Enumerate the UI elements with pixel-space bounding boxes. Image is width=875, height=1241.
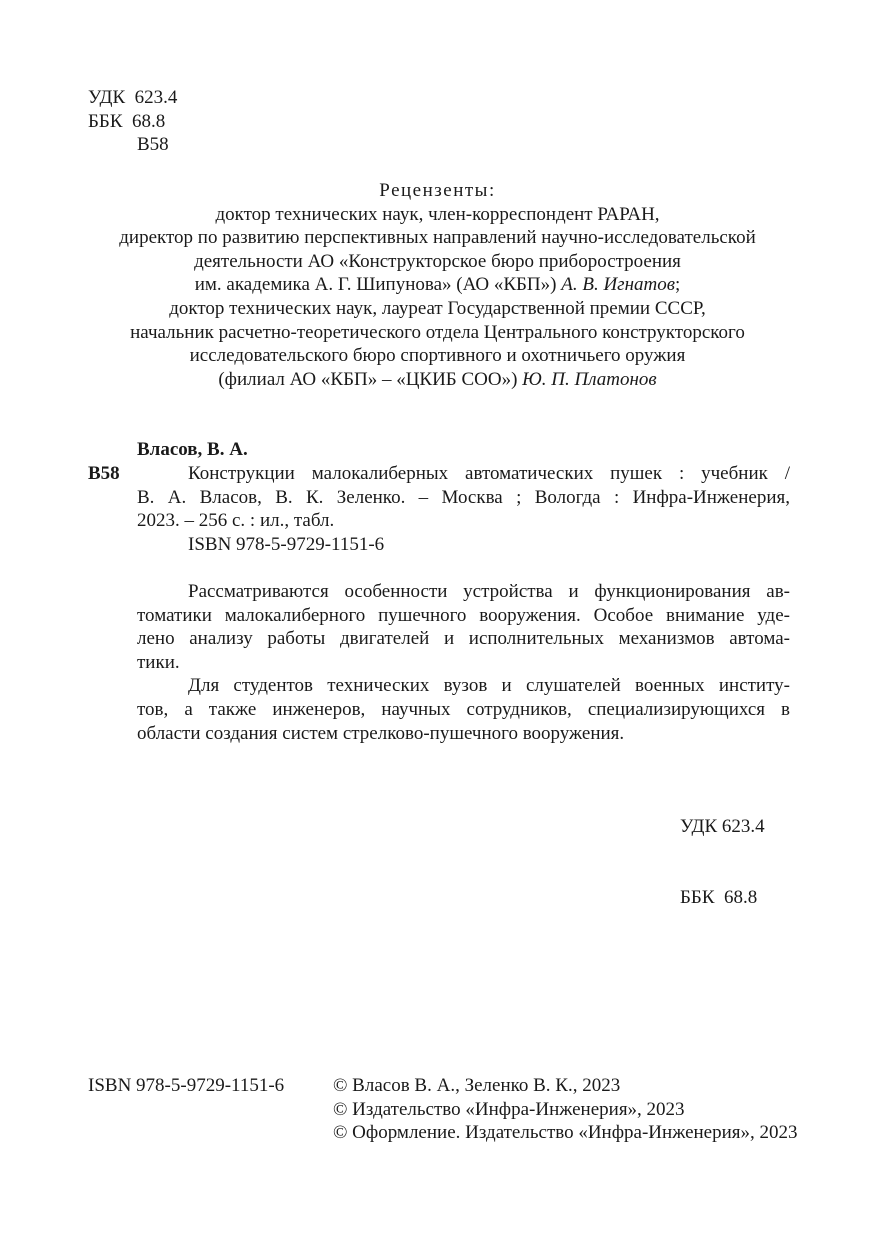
abstract-line: томатики малокалиберного пушечного вооружения. Особое внимание уде- (137, 604, 790, 626)
bibliography-line: В. А. Власов, В. К. Зеленко. – Москва ; Вологда : Инфра-Инженерия, (137, 486, 790, 508)
bbk-label: ББК (88, 110, 123, 132)
copyright-line: © Власов В. А., Зеленко В. К., 2023 (333, 1075, 621, 1096)
bibliography-entry (137, 462, 790, 556)
footer-isbn: ISBN 978-5-9729-1151-6 (88, 1075, 285, 1096)
book-author: Власов, В. А. (137, 439, 248, 460)
reviewer-1-name: А. В. Игнатов (561, 274, 675, 296)
reviewer-line: начальник расчетно-теоретического отдела Центрального конструкторского (130, 321, 745, 343)
udk-bottom: УДК 623.4 (680, 816, 765, 838)
reviewer-line (40, 368, 835, 392)
reviewer-line: доктор технических наук, лауреат Государственной премии СССР, (169, 297, 706, 319)
copyright-line: © Оформление. Издательство «Инфра-Инженерия», 2023 (333, 1122, 798, 1144)
reviewer-separator: ; (674, 274, 681, 296)
reviewer-line: доктор технических наук, член-корреспондент РАРАН, (215, 203, 660, 225)
abstract-line: Рассматриваются особенности устройства и функционирования ав- (188, 581, 790, 602)
reviewer-line: исследовательского бюро спортивного и охотничьего оружия (189, 345, 686, 367)
classification-block (88, 86, 177, 157)
reviewer-line: деятельности АО «Конструкторское бюро приборостроения (194, 250, 681, 272)
author-mark: В58 (137, 134, 169, 156)
copyright-block (333, 1074, 798, 1145)
abstract (137, 580, 790, 745)
udk-value: 623.4 (134, 87, 178, 108)
classification-bottom (680, 768, 765, 933)
bbk-value: 68.8 (132, 110, 166, 132)
abstract-line: тики. (137, 651, 180, 673)
bbk-line (88, 110, 177, 134)
reviewers-heading: Рецензенты: (379, 180, 496, 201)
copyright-line: © Издательство «Инфра-Инженерия», 2023 (333, 1098, 685, 1120)
udk-label: УДК (88, 87, 126, 108)
reviewers-block (40, 179, 835, 391)
reviewer-line: директор по развитию перспективных направлений научно-исследовательской (119, 227, 756, 249)
bibliography-line: Конструкции малокалиберных автоматических пушек : учебник / (188, 463, 790, 484)
udk-line (88, 86, 177, 110)
reviewer-line-text: (филиал АО «КБП» – «ЦКИБ СОО») (218, 368, 518, 390)
reviewer-2-name: Ю. П. Платонов (522, 368, 657, 390)
abstract-line: лено анализу работы двигателей и исполнительных механизмов автома- (137, 628, 790, 650)
reviewer-line-text: им. академика А. Г. Шипунова» (АО «КБП») (194, 274, 557, 296)
abstract-line: тов, а также инженеров, научных сотрудников, специализирующихся в (137, 698, 790, 720)
bibliography-isbn: ISBN 978-5-9729-1151-6 (188, 533, 385, 555)
bibliography-line: 2023. – 256 с. : ил., табл. (137, 510, 335, 532)
abstract-line: Для студентов технических вузов и слушателей военных институ- (188, 675, 790, 697)
bibliography-mark: В58 (88, 463, 120, 484)
reviewer-line (40, 273, 835, 297)
bbk-bottom: ББК 68.8 (680, 886, 758, 908)
abstract-line: области создания систем стрелково-пушечного вооружения. (137, 722, 625, 744)
